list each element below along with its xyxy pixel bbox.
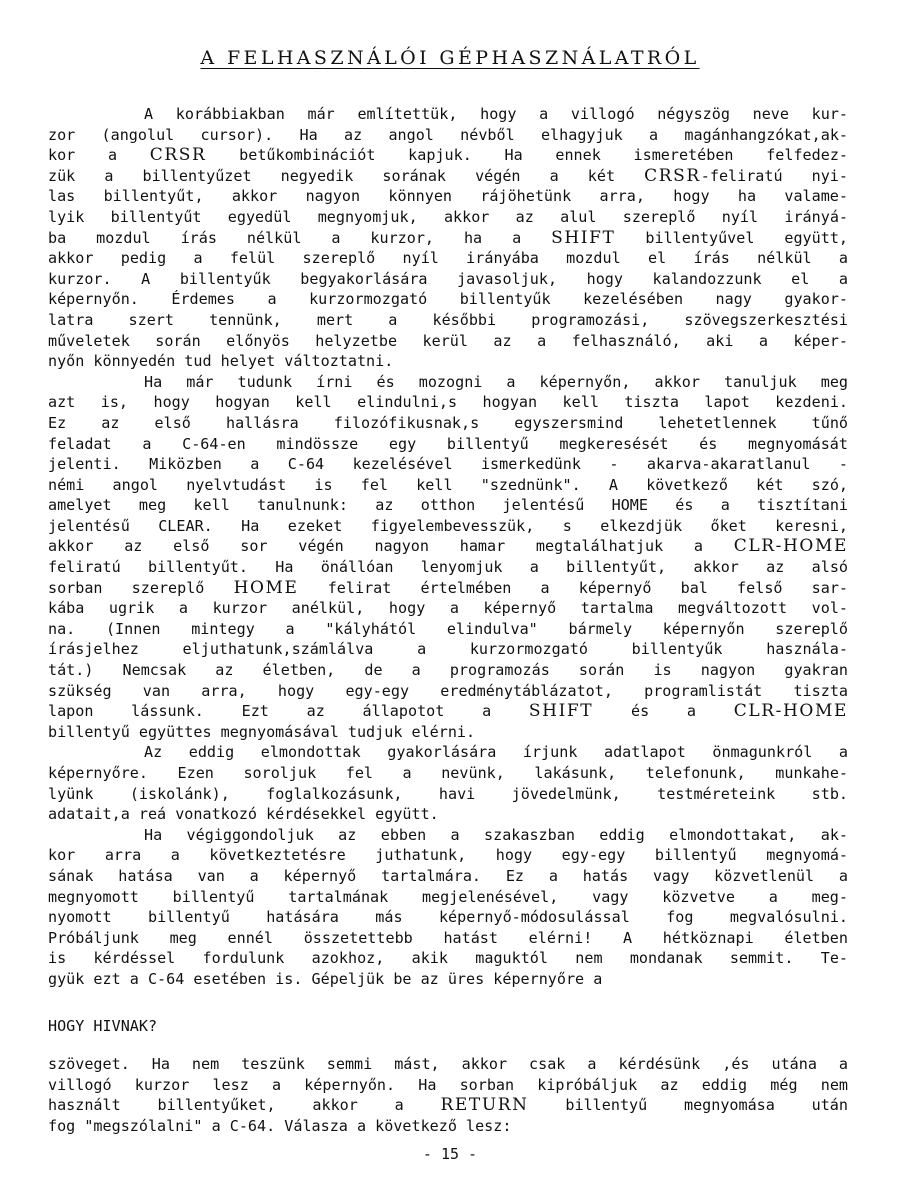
- text-line: azt is, hogy hogyan kell elindulni,s hogyan kell tiszta lapot kezdeni.: [48, 393, 848, 412]
- text-line: tát.) Nemcsak az életben, de a programozás során is nagyon gyakran: [48, 661, 848, 680]
- page-number: - 15 -: [422, 1145, 478, 1163]
- text-line: Ha végiggondoljuk az ebben a szakaszban eddig elmondottakat, ak-: [144, 825, 848, 844]
- text-line: fog "megszólalni" a C-64. Válasza a következő lesz:: [48, 1116, 512, 1135]
- text-line: nyőn könnyedén tud helyet változtatni.: [48, 352, 394, 371]
- text-line: nyomott billentyű hatására más képernyő-módosulással fog megvalósulni.: [48, 908, 848, 927]
- text-line: gyük ezt a C-64 esetében is. Gépeljük be az üres képernyőre a: [48, 969, 603, 988]
- key-label-shift: SHIFT: [551, 227, 616, 248]
- text-line: akkor az első sor végén nagyon hamar megtalálhatjuk a CLR-HOME: [48, 536, 848, 557]
- key-label-clr-home: CLR-HOME: [733, 536, 848, 557]
- text-line: némi angol nyelvtudást is fel kell "szednünk". A következő két szó,: [48, 475, 848, 494]
- text-line: megnyomott billentyű tartalmának megjelenésével, vagy közvetve a meg-: [48, 887, 848, 906]
- text-line: szöveget. Ha nem teszünk semmi mást, akkor csak a kérdésünk ,és utána a: [48, 1055, 848, 1074]
- key-label-return: RETURN: [440, 1095, 529, 1116]
- text-line: kába ugrik a kurzor anélkül, hogy a képernyő tartalma megváltozott vol-: [48, 599, 848, 618]
- text-line: latra szert tennünk, mert a későbbi programozási, szövegszerkesztési: [48, 310, 848, 329]
- text-line: kor a CRSR betűkombinációt kapjuk. Ha ennek ismeretében felfedez-: [48, 145, 848, 166]
- text-line: ba mozdul írás nélkül a kurzor, ha a SHIFT billentyűvel együtt,: [48, 227, 848, 248]
- text-line: kurzor. A billentyűk begyakorlására javasoljuk, hogy kalandozzunk el a: [48, 269, 848, 288]
- text-line: feliratú billentyűt. Ha önállóan lenyomjuk a billentyűt, akkor az alsó: [48, 558, 848, 577]
- text-line: villogó kurzor lesz a képernyőn. Ha sorban kipróbáljuk az eddig még nem: [48, 1075, 848, 1094]
- text-line: képernyőre. Ezen soroljuk fel a nevünk, lakásunk, telefonunk, munkahe-: [48, 764, 848, 782]
- text-line: zük a billentyűzet negyedik sorának végén a két CRSR-feliratú nyi-: [48, 165, 848, 186]
- text-line: jelentésű CLEAR. Ha ezeket figyelembevesszük, s elkezdjük őket keresni,: [48, 516, 848, 535]
- text-line: akkor pedig a felül szereplő nyíl irányába mozdul el írás nélkül a: [48, 249, 848, 268]
- text-line: Az eddig elmondottak gyakorlására írjunk adatlapot önmagunkról a: [144, 743, 848, 762]
- text-line: írásjelhez eljuthatunk,számlálva a kurzormozgató billentyűk használa-: [48, 640, 848, 659]
- text-line: kor arra a következtetésre juthatunk, hogy egy-egy billentyű megnyomá-: [48, 846, 848, 865]
- key-label-shift: SHIFT: [528, 701, 594, 722]
- key-label-crsr: CRSR: [644, 165, 701, 186]
- text-line: Próbáljunk meg ennél összetettebb hatást elérni! A hétköznapi életben: [48, 928, 848, 947]
- text-line: jelenti. Miközben a C-64 kezelésével ismerkedünk - akarva-akaratlanul -: [48, 455, 848, 474]
- text-line: sorban szereplő HOME felirat értelmében a képernyő bal felső sar-: [48, 577, 849, 598]
- text-line: műveletek során előnyös helyzetbe kerül az a felhasználó, aki a képer-: [48, 331, 848, 350]
- text-line: feladat a C-64-en mindössze egy billentyű megkeresését és megnyomását: [48, 434, 848, 453]
- text-line: A korábbiakban már említettük, hogy a villogó négyszög neve kur-: [144, 105, 848, 123]
- text-line: zor (angolul cursor). Ha az angol névből elhagyjuk a magánhangzókat,ak-: [48, 125, 848, 144]
- key-label-home: HOME: [233, 577, 299, 598]
- text-line: lyik billentyűt egyedül megnyomjuk, akkor az alul szereplő nyíl irányá-: [48, 207, 848, 226]
- text-line: lapon lássunk. Ezt az állapotot a SHIFT és a CLR-HOME: [48, 701, 848, 722]
- body-text: [48, 104, 848, 1137]
- text-line: amelyet meg kell tanulnunk: az otthon jelentésű HOME és a tisztítani: [48, 496, 848, 515]
- text-line: billentyű együttes megnyomásával tudjuk elérni.: [48, 722, 476, 741]
- text-line: lyünk (iskolánk), foglalkozásunk, havi jövedelmünk, testméreteink stb.: [48, 784, 848, 803]
- text-line: szükség van arra, hogy egy-egy eredménytáblázatot, programlistát tiszta: [48, 681, 848, 700]
- page-title: A FELHASZNÁLÓI GÉPHASZNÁLATRÓL: [200, 47, 700, 69]
- text-line: képernyőn. Érdemes a kurzormozgató billentyűk kezelésében nagy gyakor-: [48, 290, 848, 309]
- section-heading: HOGY HIVNAK?: [48, 1016, 158, 1035]
- text-line: las billentyűt, akkor nagyon könnyen rájöhetünk arra, hogy ha valame-: [48, 187, 848, 206]
- key-label-clr-home: CLR-HOME: [733, 701, 848, 722]
- text-line: na. (Innen mintegy a "kályhától elindulva" bármely képernyőn szereplő: [48, 619, 848, 638]
- text-line: adatait,a reá vonatkozó kérdésekkel együtt.: [48, 805, 439, 824]
- text-line: is kérdéssel fordulunk azokhoz, akik maguktól nem mondanak semmit. Te-: [48, 949, 848, 968]
- text-line: használt billentyűket, akkor a RETURN billentyű megnyomása után: [48, 1095, 848, 1116]
- text-line: sának hatása van a képernyő tartalmára. Ez a hatás vagy közvetlenül a: [48, 866, 848, 885]
- key-label-crsr: CRSR: [149, 145, 207, 166]
- text-line: Ez az első hallásra filozófikusnak,s egyszersmind lehetetlennek tűnő: [48, 413, 848, 432]
- text-line: Ha már tudunk írni és mozogni a képernyőn, akkor tanuljuk meg: [144, 372, 848, 391]
